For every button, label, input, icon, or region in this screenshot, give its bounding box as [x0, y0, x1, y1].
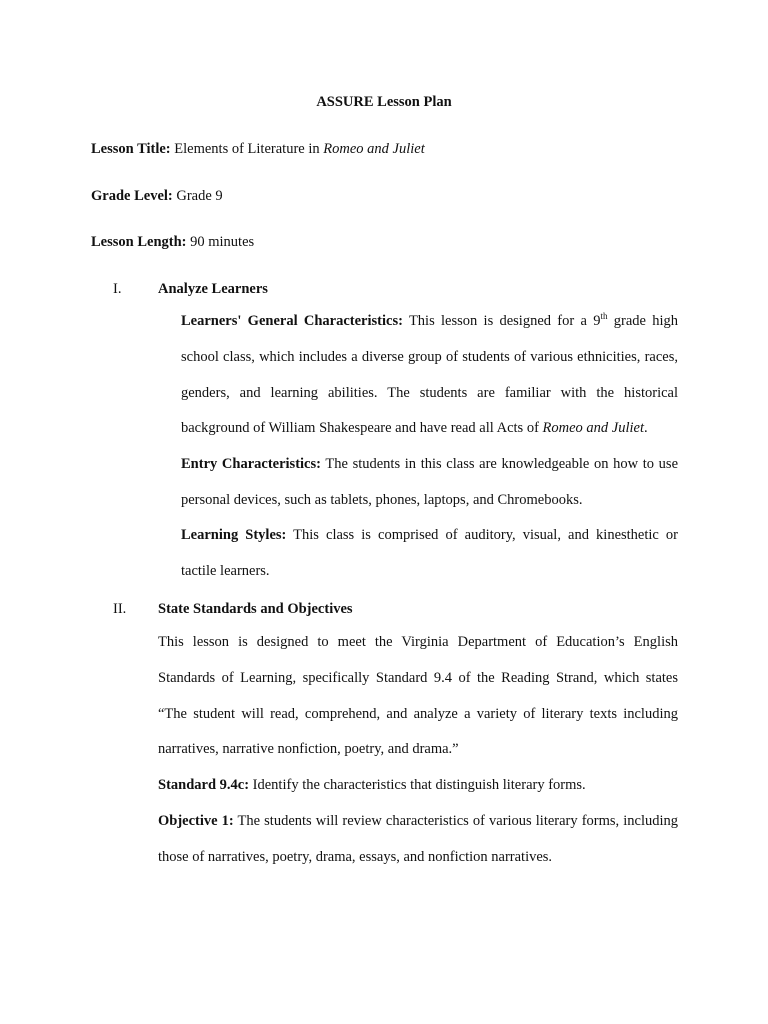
objective-1-paragraph: [158, 804, 678, 876]
entry-characteristics-label: Entry Characteristics:: [181, 456, 321, 472]
standard-label: Standard 9.4c:: [158, 777, 250, 793]
learners-general-text-a: This lesson is designed for a 9: [402, 313, 601, 329]
objective-text: The students will review characteristics of various literary forms, including those of narratives, poetry, drama, essays, and nonfiction narratives.: [158, 813, 678, 865]
learners-general-text-b: grade high school class, which includes a diverse group of students of various ethnicities, races, genders, and learning abilities. The students are familiar with the historical background of William Shakespeare and have read all Acts of: [181, 313, 679, 437]
learners-general-label: Learners' General Characteristics:: [181, 313, 403, 329]
standard-text: Identify the characteristics that distinguish literary forms.: [249, 777, 586, 793]
lesson-title-line: [91, 139, 425, 159]
section-1-title: Analyze Learners: [158, 281, 268, 297]
section-2-number: II.: [113, 601, 127, 617]
grade-level-label: Grade Level:: [91, 188, 173, 204]
learning-styles-paragraph: [181, 518, 678, 590]
lesson-title-label: Lesson Title:: [91, 141, 171, 157]
entry-characteristics-text: The students in this class are knowledgeable on how to use personal devices, such as tablets, phones, laptops, and Chromebooks.: [181, 456, 679, 508]
lesson-title-text: Elements of Literature in: [170, 141, 324, 157]
grade-level-value: Grade 9: [172, 188, 223, 204]
grade-level-line: [91, 186, 223, 206]
learners-general-paragraph: [181, 304, 678, 447]
learning-styles-label: Learning Styles:: [181, 527, 287, 543]
document-title: ASSURE Lesson Plan: [316, 94, 452, 110]
section-2-title: State Standards and Objectives: [158, 601, 353, 617]
standard-9-4c-paragraph: [158, 768, 678, 804]
lesson-title-italic: Romeo and Juliet: [323, 141, 425, 157]
lesson-length-value: 90 minutes: [186, 234, 255, 250]
entry-characteristics-paragraph: [181, 447, 678, 519]
lesson-length-label: Lesson Length:: [91, 234, 187, 250]
learning-styles-text: This class is comprised of auditory, visual, and kinesthetic or tactile learners.: [181, 527, 679, 579]
ordinal-sup: th: [600, 311, 608, 322]
objective-label: Objective 1:: [158, 813, 234, 829]
lesson-length-line: [91, 232, 254, 252]
standards-intro-paragraph: This lesson is designed to meet the Virginia Department of Education’s English Standards of Learning, specifically Standard 9.4 of the Reading Strand, which states “The student will read, comprehend, and analyze a variety of literary texts including narratives, narrative nonfiction, poetry, and drama.”: [158, 634, 678, 758]
section-1-number: I.: [113, 281, 122, 297]
learners-general-end: .: [644, 420, 648, 437]
learners-general-italic: Romeo and Juliet: [542, 420, 645, 437]
